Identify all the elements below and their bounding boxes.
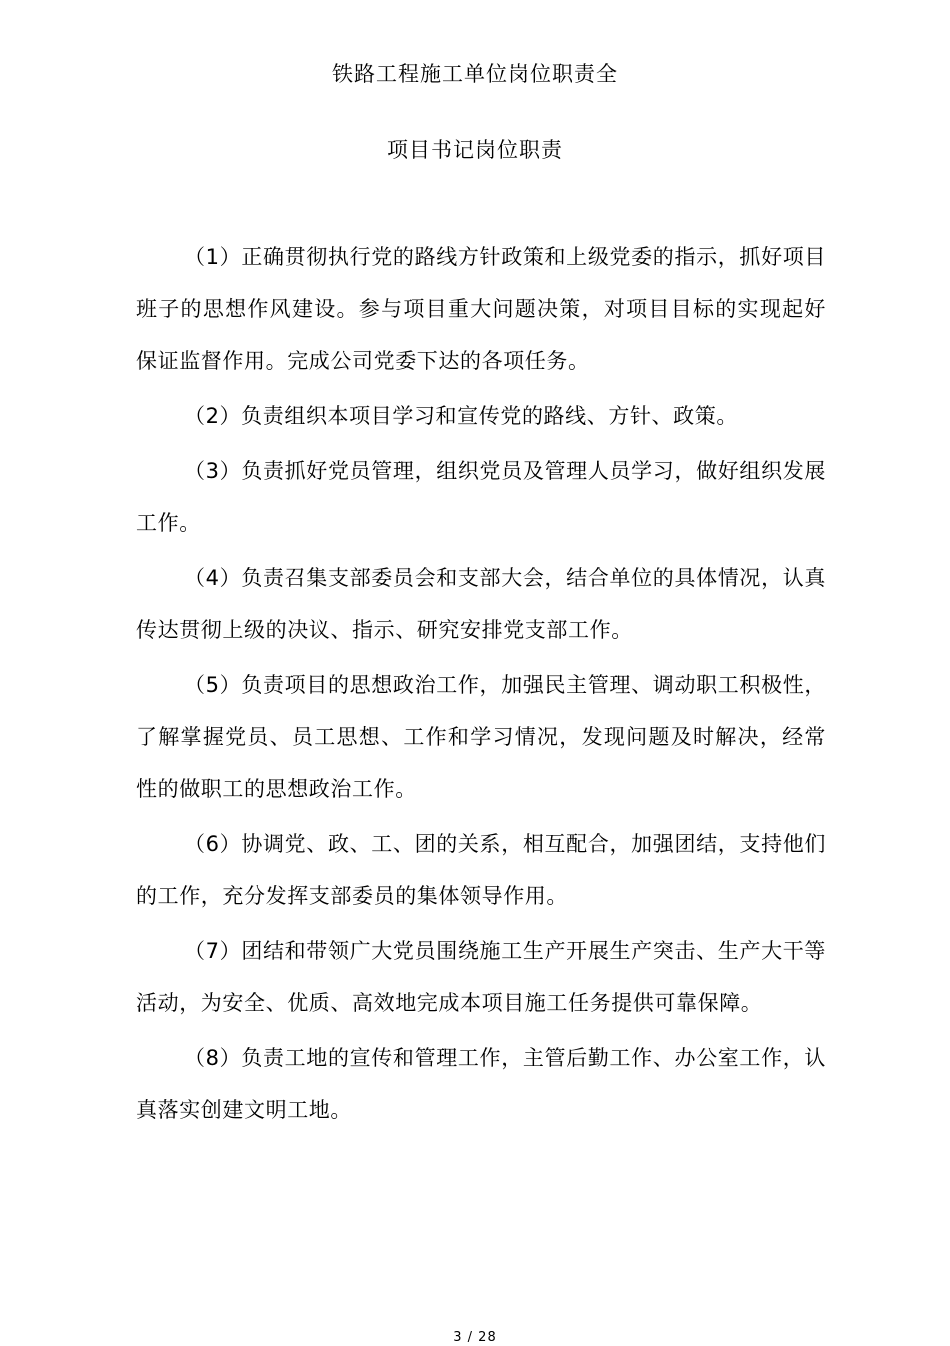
section-title: 项目书记岗位职责 xyxy=(387,138,563,162)
duties-list xyxy=(136,231,826,1139)
duty-paragraph-6: （6）协调党、政、工、团的关系，相互配合，加强团结，支持他们的工作，充分发挥支部委员的集体领导作用。 xyxy=(136,832,826,908)
page-number: 3 / 28 xyxy=(453,1330,497,1345)
duty-paragraph-8: （8）负责工地的宣传和管理工作，主管后勤工作、办公室工作，认真落实创建文明工地。 xyxy=(136,1046,826,1122)
duty-paragraph-1: （1）正确贯彻执行党的路线方针政策和上级党委的指示，抓好项目班子的思想作风建设。参与项目重大问题决策，对项目目标的实现起好保证监督作用。完成公司党委下达的各项任务。 xyxy=(136,245,826,373)
duty-paragraph-3: （3）负责抓好党员管理，组织党员及管理人员学习，做好组织发展工作。 xyxy=(136,459,826,535)
document-title: 铁路工程施工单位岗位职责全 xyxy=(332,62,618,86)
duty-paragraph-2: （2）负责组织本项目学习和宣传党的路线、方针、政策。 xyxy=(184,404,738,428)
duty-paragraph-4: （4）负责召集支部委员会和支部大会，结合单位的具体情况，认真传达贯彻上级的决议、指示、研究安排党支部工作。 xyxy=(136,566,826,642)
duty-paragraph-5: （5）负责项目的思想政治工作，加强民主管理、调动职工积极性，了解掌握党员、员工思想、工作和学习情况，发现问题及时解决，经常性的做职工的思想政治工作。 xyxy=(136,673,826,801)
duty-paragraph-7: （7）团结和带领广大党员围绕施工生产开展生产突击、生产大干等活动，为安全、优质、高效地完成本项目施工任务提供可靠保障。 xyxy=(136,939,826,1015)
